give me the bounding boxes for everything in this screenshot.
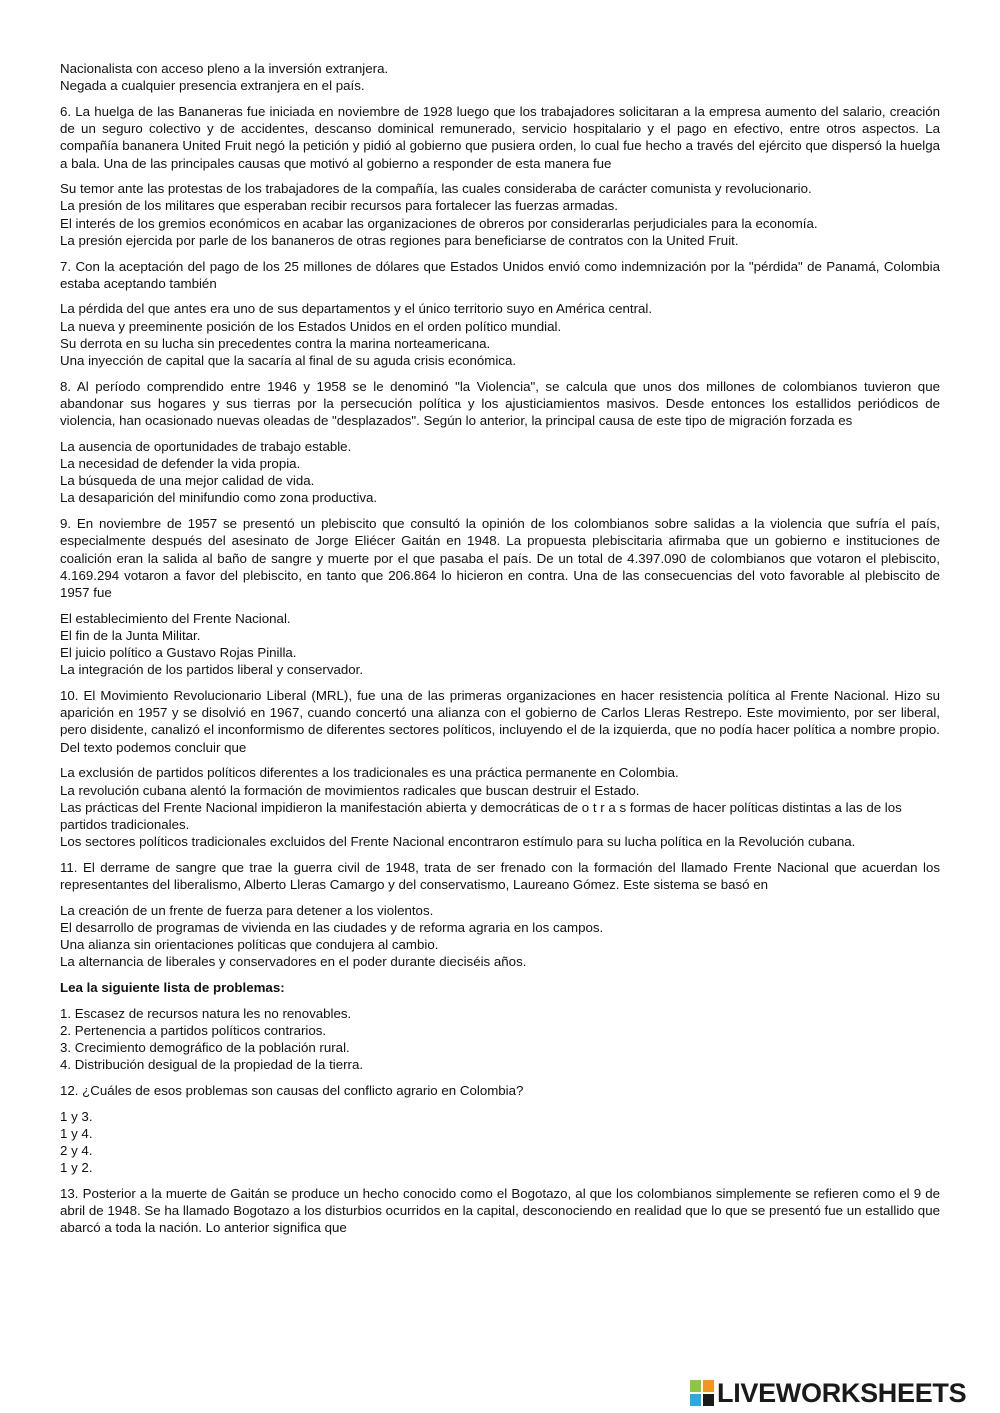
question-text: 12. ¿Cuáles de esos problemas son causas del conflicto agrario en Colombia?: [60, 1083, 524, 1099]
answer-option: La ausencia de oportunidades de trabajo estable.: [60, 438, 352, 454]
answer-option: Las prácticas del Frente Nacional impidieron la manifestación abierta y democráticas de o t r a s formas de hacer políticas distintas a las de los partidos tradicionales.: [60, 799, 902, 832]
question-paragraph: [60, 103, 940, 172]
answer-options: [60, 180, 940, 249]
answer-option: 1 y 3.: [60, 1108, 93, 1124]
answer-option: Su derrota en su lucha sin precedentes contra la marina norteamericana.: [60, 335, 491, 351]
answer-option: 3. Crecimiento demográfico de la población rural.: [60, 1040, 350, 1056]
brand-name: LIVEWORKSHEETS: [717, 1378, 967, 1408]
liveworksheets-mark-icon: [690, 1380, 714, 1406]
answer-option: El desarrollo de programas de vivienda en las ciudades y de reforma agraria en los campos.: [60, 919, 604, 935]
answer-option: 1. Escasez de recursos natura les no renovables.: [60, 1005, 352, 1021]
answer-option: 1 y 4.: [60, 1125, 93, 1141]
question-paragraph: [60, 1082, 940, 1099]
question-text: 10. El Movimiento Revolucionario Liberal (MRL), fue una de las primeras organizaciones en hacer resistencia política al Frente Nacional. Hizo su aparición en 1957 y se disolvió en 1967, cuando concertó una alianza con el gobierno de Carlos Lleras Restrepo. Este movimiento, por ser liberal, pero disidente, canalizó el inconformismo de diferentes sectores políticos, incluyendo el de la izquierda, que no podía hacer política a nombre propio. Del texto podemos concluir que: [60, 688, 940, 755]
liveworksheets-logo[interactable]: [690, 1376, 966, 1410]
answer-options: [60, 610, 940, 679]
question-paragraph: [60, 515, 940, 601]
answer-option: La necesidad de defender la vida propia.: [60, 456, 301, 472]
answer-option: La revolución cubana alentó la formación de movimientos radicales que buscan destruir el Estado.: [60, 782, 640, 798]
answer-option: El fin de la Junta Militar.: [60, 627, 201, 643]
question-text: 9. En noviembre de 1957 se presentó un plebiscito que consultó la opinión de los colombianos sobre salidas a la violencia que sufría el país, especialmente después del asesinato de Jorge Eliécer Gaitán en 1948. La propuesta plebiscitaria afirmaba que un gobierno e instituciones de coalición eran la salida al baño de sangre y muerte por el que pasaba el país. De un total de 4.397.090 de colombianos que votaron el plebiscito, 4.169.294 votaron a favor del plebiscito, en tanto que 206.864 lo hicieron en contra. Una de las consecuencias del voto favorable al plebiscito de 1957 fue: [60, 516, 940, 600]
question-text: 8. Al período comprendido entre 1946 y 1958 se le denominó "la Violencia", se calcula que unos dos millones de colombianos tuvieron que abandonar sus hogares y sus tierras por la persecución política y los ajusticiamientos masivos. Desde entonces los estallidos periódicos de violencia, han ocasionado nuevas oleadas de "desplazados". Según lo anterior, la principal causa de este tipo de migración forzada es: [60, 378, 940, 429]
answer-option: La creación de un frente de fuerza para detener a los violentos.: [60, 902, 434, 918]
question-paragraph: [60, 859, 940, 893]
answer-options: [60, 438, 940, 507]
answer-option: Nacionalista con acceso pleno a la inversión extranjera.: [60, 61, 389, 76]
question-paragraph: [60, 378, 940, 430]
answer-option: 2 y 4.: [60, 1143, 93, 1159]
answer-option: La exclusión de partidos políticos diferentes a los tradicionales es una práctica permanente en Colombia.: [60, 765, 679, 781]
answer-option: El interés de los gremios económicos en acabar las organizaciones de obreros por considerarlas perjudiciales para la economía.: [60, 215, 818, 231]
answer-option: La alternancia de liberales y conservadores en el poder durante dieciséis años.: [60, 954, 527, 970]
answer-options: [60, 60, 940, 94]
answer-option: Una alianza sin orientaciones políticas que condujera al cambio.: [60, 937, 439, 953]
answer-option: El juicio político a Gustavo Rojas Pinilla.: [60, 645, 297, 661]
answer-option: La presión ejercida por parle de los bananeros de otras regiones para beneficiarse de contratos con la United Fruit.: [60, 232, 739, 248]
answer-option: 4. Distribución desigual de la propiedad de la tierra.: [60, 1057, 364, 1073]
question-paragraph: [60, 258, 940, 292]
answer-option: La pérdida del que antes era uno de sus departamentos y el único territorio suyo en América central.: [60, 301, 653, 317]
answer-options: [60, 1108, 940, 1177]
question-paragraph: [60, 687, 940, 756]
answer-option: 1 y 2.: [60, 1160, 93, 1176]
answer-option: Negada a cualquier presencia extranjera en el país.: [60, 78, 365, 94]
question-paragraph: [60, 1185, 940, 1237]
answer-option: Los sectores políticos tradicionales excluidos del Frente Nacional encontraron estímulo para su lucha política en la Revolución cubana.: [60, 834, 856, 850]
answer-option: La búsqueda de una mejor calidad de vida.: [60, 473, 315, 489]
answer-option: El establecimiento del Frente Nacional.: [60, 610, 291, 626]
answer-option: Una inyección de capital que la sacaría al final de su aguda crisis económica.: [60, 353, 517, 369]
question-text: 13. Posterior a la muerte de Gaitán se produce un hecho conocido como el Bogotazo, al que los colombianos simplemente se refieren como el 9 de abril de 1948. Se ha llamado Bogotazo a los disturbios ocurridos en la capital, desconociendo en realidad que lo que se presentó fue un estallido que abarcó a toda la nación. Lo anterior significa que: [60, 1186, 940, 1236]
answer-option: La presión de los militares que esperaban recibir recursos para fortalecer las fuerzas armadas.: [60, 198, 619, 214]
answer-option: 2. Pertenencia a partidos políticos contrarios.: [60, 1022, 327, 1038]
answer-option: La integración de los partidos liberal y conservador.: [60, 662, 364, 678]
answer-options: [60, 764, 940, 850]
heading-text: Lea la siguiente lista de problemas:: [60, 980, 285, 996]
document-body: [60, 60, 940, 1245]
question-text: 11. El derrame de sangre que trae la guerra civil de 1948, trata de ser frenado con la formación del llamado Frente Nacional que acuerdan los representantes del liberalismo, Alberto Lleras Camargo y del conservatismo, Laureano Gómez. Este sistema se basó en: [60, 859, 940, 893]
answer-option: La nueva y preeminente posición de los Estados Unidos en el orden político mundial.: [60, 318, 562, 334]
answer-options: [60, 902, 940, 971]
answer-options: [60, 300, 940, 369]
question-text: 7. Con la aceptación del pago de los 25 millones de dólares que Estados Unidos envió como indemnización por la "pérdida" de Panamá, Colombia estaba aceptando también: [60, 258, 940, 291]
answer-option: Su temor ante las protestas de los trabajadores de la compañía, las cuales consideraba de carácter comunista y revolucionario.: [60, 181, 812, 197]
section-heading: [60, 979, 940, 996]
answer-option: La desaparición del minifundio como zona productiva.: [60, 490, 378, 506]
answer-options: [60, 1005, 940, 1074]
question-text: 6. La huelga de las Bananeras fue iniciada en noviembre de 1928 luego que los trabajadores solicitaran a la empresa aumento del salario, creación de un seguro colectivo y de accidentes, descanso dominical remunerado, servicio hospitalario y el pago en efectivo, entre otros aspectos. La compañía bananera United Fruit negó la petición y pidió al gobierno que pusiera orden, lo cual fue hecho a través del ejército que dispersó la huelga a bala. Una de las principales causas que motivó al gobierno a responder de esta manera fue: [60, 103, 940, 171]
